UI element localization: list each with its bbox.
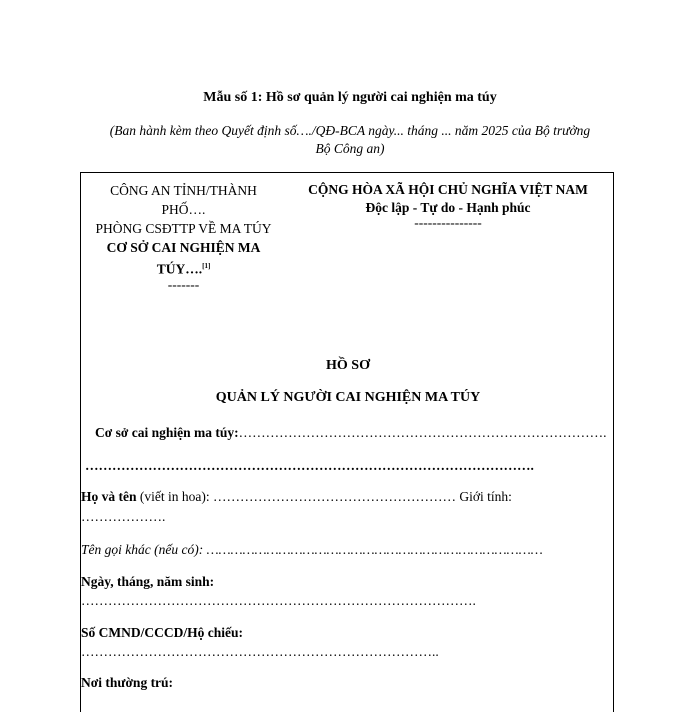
name-fill[interactable]: ……………………………………………… Giới tính: <box>212 489 512 504</box>
id-fill[interactable]: …………………………………………………………………….. <box>81 644 439 659</box>
nation-divider: --------------- <box>414 215 482 230</box>
issuance-note-line2: Bộ Công an) <box>315 141 385 156</box>
name-label: Họ và tên <box>81 489 137 504</box>
agency-divider: ------- <box>167 276 200 292</box>
name-row <box>81 487 512 507</box>
issuance-note <box>80 122 620 158</box>
name-hint: (viết in hoa): <box>136 489 213 504</box>
form-frame <box>80 172 614 712</box>
agency-header <box>81 181 286 291</box>
agency-line2: PHỐ…. <box>161 202 206 217</box>
gender-fill[interactable]: ………………. <box>81 509 166 524</box>
document-subheading: QUẢN LÝ NGƯỜI CAI NGHIỆN MA TÚY <box>215 390 481 405</box>
document-heading: HỒ SƠ <box>326 358 370 373</box>
agency-line1: CÔNG AN TỈNH/THÀNH <box>110 183 257 198</box>
dob-fill[interactable]: ……………………………………………………………………………. <box>81 593 476 608</box>
agency-line3: PHÒNG CSĐTTP VỀ MA TÚY <box>95 221 272 236</box>
facility-row <box>95 423 606 443</box>
page-title: Mẫu số 1: Hồ sơ quản lý người cai nghiện ma túy <box>203 90 497 105</box>
agency-line5-wrap <box>81 257 286 279</box>
issuance-note-line1: (Ban hành kèm theo Quyết định số…./QĐ-BCA ngày... tháng ... năm 2025 của Bộ trưởng <box>109 123 591 138</box>
alias-row <box>81 540 543 560</box>
nation-name: CỘNG HÒA XÃ HỘI CHỦ NGHĨA VIỆT NAM <box>308 182 588 197</box>
agency-line5: TÚY…. <box>156 261 203 277</box>
alias-label: Tên gọi khác (nếu có): <box>81 542 207 557</box>
agency-line4: CƠ SỞ CAI NGHIỆN MA <box>106 240 261 255</box>
nation-header <box>286 181 610 229</box>
facility-fill-line2-dots: ………………………………………………………………………………………. <box>85 458 534 473</box>
footnote-ref: [1] <box>202 262 211 270</box>
dob-label <box>81 572 214 592</box>
facility-fill-line2[interactable] <box>85 456 534 476</box>
facility-label: Cơ sở cai nghiện ma túy: <box>95 425 239 440</box>
id-label <box>81 623 243 643</box>
residence-label-text: Nơi thường trú: <box>81 675 174 690</box>
nation-motto: Độc lập - Tự do - Hạnh phúc <box>365 200 531 215</box>
alias-fill[interactable]: ………………………………………………………………………… <box>206 542 543 557</box>
id-label-text: Số CMND/CCCD/Hộ chiếu: <box>81 625 243 640</box>
residence-label <box>81 673 173 693</box>
facility-fill[interactable]: ………………………………………………………………………. <box>238 425 607 440</box>
dob-label-text: Ngày, tháng, năm sinh: <box>81 574 215 589</box>
